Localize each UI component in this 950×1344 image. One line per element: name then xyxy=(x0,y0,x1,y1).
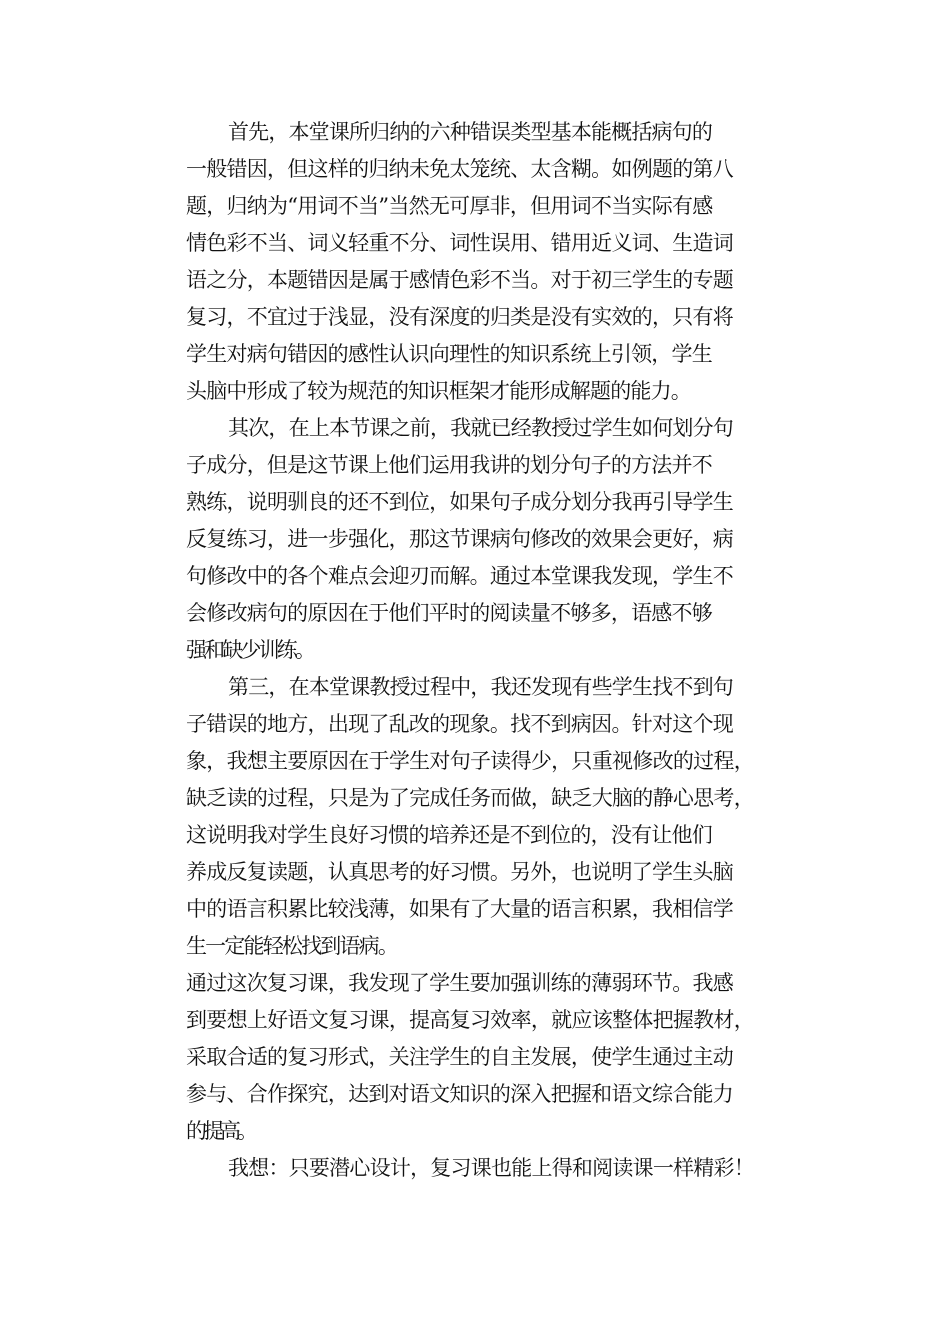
text-line: 一般错因，但这样的归纳未免太笼统、太含糊。如例题的第八 xyxy=(186,157,733,181)
text-line: 语之分，本题错因是属于感情色彩不当。对于初三学生的专题 xyxy=(186,268,733,292)
text-line: 其次，在上本节课之前，我就已经教授过学生如何划分句 xyxy=(228,416,733,440)
text-line: 头脑中形成了较为规范的知识框架才能形成解题的能力。 xyxy=(186,379,691,403)
text-line: 采取合适的复习形式，关注学生的自主发展，使学生通过主动 xyxy=(186,1045,733,1069)
text-line: 缺乏读的过程，只是为了完成任务而做，缺乏大脑的静心思考， xyxy=(186,786,754,810)
text-line: 题，归纳为“用词不当”当然无可厚非，但用词不当实际有感 xyxy=(186,194,713,218)
text-line: 的提高。 xyxy=(186,1119,254,1143)
text-line: 生一定能轻松找到语病。 xyxy=(186,934,397,958)
paragraph xyxy=(186,965,806,1150)
text-line: 熟练，说明驯良的还不到位，如果句子成分划分我再引导学生 xyxy=(186,490,733,514)
paragraph xyxy=(186,114,806,410)
text-line: 通过这次复习课，我发现了学生要加强训练的薄弱环节。我感 xyxy=(186,971,733,995)
paragraph xyxy=(186,410,806,669)
text-line: 反复练习，进一步强化，那这节课病句修改的效果会更好，病 xyxy=(186,527,733,551)
text-line: 子成分，但是这节课上他们运用我讲的划分句子的方法并不 xyxy=(186,453,712,477)
text-line: 这说明我对学生良好习惯的培养还是不到位的，没有让他们 xyxy=(186,823,712,847)
text-line: 中的语言积累比较浅薄，如果有了大量的语言积累，我相信学 xyxy=(186,897,733,921)
text-line: 学生对病句错因的感性认识向理性的知识系统上引领，学生 xyxy=(186,342,712,366)
text-line: 参与、合作探究，达到对语文知识的深入把握和语文综合能力 xyxy=(186,1082,733,1106)
text-line: 首先，本堂课所归纳的六种错误类型基本能概括病句的 xyxy=(228,120,712,144)
text-line: 第三，在本堂课教授过程中，我还发现有些学生找不到句 xyxy=(228,675,733,699)
text-line: 强和缺少训练。 xyxy=(186,638,313,662)
text-line: 会修改病句的原因在于他们平时的阅读量不够多，语感不够 xyxy=(186,601,712,625)
text-line: 情色彩不当、词义轻重不分、词性误用、错用近义词、生造词 xyxy=(186,231,733,255)
text-line: 复习，不宜过于浅显，没有深度的归类是没有实效的，只有将 xyxy=(186,305,733,329)
text-line: 句修改中的各个难点会迎刃而解。通过本堂课我发现，学生不 xyxy=(186,564,733,588)
paragraph xyxy=(186,1150,806,1187)
text-line: 我想：只要潜心设计，复习课也能上得和阅读课一样精彩！ xyxy=(228,1156,754,1180)
paragraph xyxy=(186,669,806,965)
text-line: 养成反复读题，认真思考的好习惯。另外，也说明了学生头脑 xyxy=(186,860,733,884)
text-line: 子错误的地方，出现了乱改的现象。找不到病因。针对这个现 xyxy=(186,712,733,736)
text-line: 象，我想主要原因在于学生对句子读得少，只重视修改的过程， xyxy=(186,749,754,773)
text-line: 到要想上好语文复习课，提高复习效率，就应该整体把握教材， xyxy=(186,1008,754,1032)
document-body xyxy=(186,114,806,1187)
